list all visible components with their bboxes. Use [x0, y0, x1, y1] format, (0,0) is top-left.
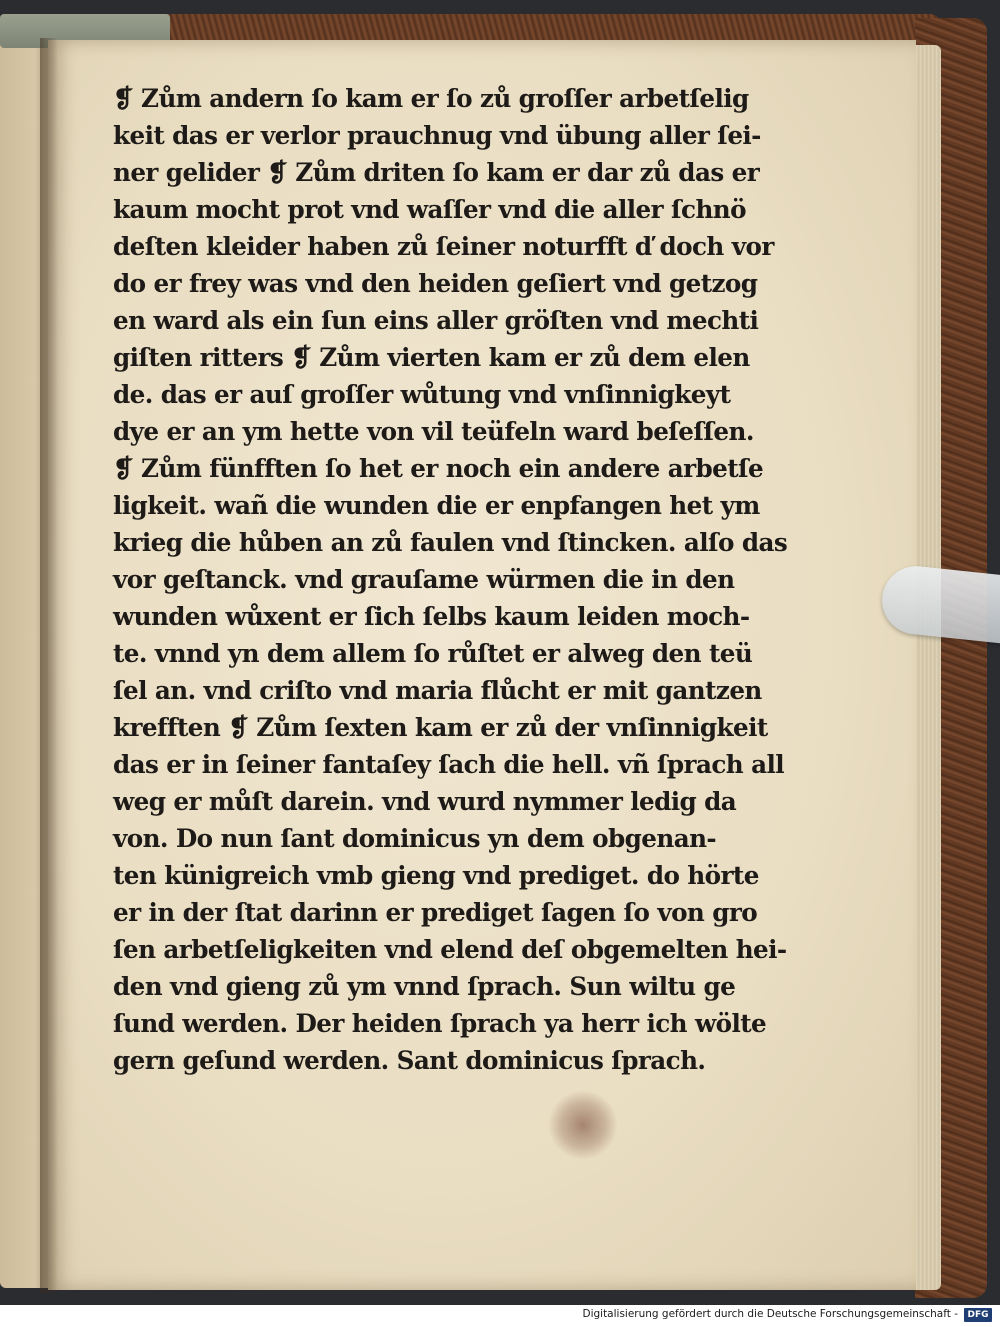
text-line: ner gelider ❡ Zům driten ſo kam er dar zů das er	[113, 158, 760, 187]
text-line: von. Do nun ſant dominicus yn dem obgenan-	[113, 824, 717, 853]
text-line: ten künigreich vmb gieng vnd prediget. do hörte	[113, 861, 759, 890]
text-line: er in der ſtat darinn er prediget ſagen ſo von gro	[113, 898, 758, 927]
text-line: keit das er verlor prauchnug vnd übung aller ſei-	[113, 121, 761, 150]
text-line: de. das er auſ groſſer wůtung vnd vnſinnigkeyt	[113, 380, 731, 409]
text-line: giſten ritters ❡ Zům vierten kam er zů dem elen	[113, 343, 750, 372]
dfg-logo-icon: DFG	[964, 1308, 992, 1322]
text-line: den vnd gieng zů ym vnnd ſprach. Sun wiltu ge	[113, 972, 736, 1001]
text-line: en ward als ein ſun eins aller gröſten vnd mechti	[113, 306, 759, 335]
text-line: ❡ Zům fünfften ſo het er noch ein andere arbetſe	[113, 454, 764, 483]
text-line: ligkeit. wañ die wunden die er enpfangen het ym	[113, 491, 760, 520]
text-line: wunden wůxent er ſich ſelbs kaum leiden moch-	[113, 602, 750, 631]
text-line: do er frey was vnd den heiden geſiert vnd getzog	[113, 269, 758, 298]
text-line: ❡ Zům andern ſo kam er ſo zů groſſer arbetſelig	[113, 84, 749, 113]
text-line: ſel an. vnd criſto vnd maria flůcht er mit gantzen	[113, 676, 762, 705]
text-line: deſten kleider haben zů ſeiner noturfft ď doch vor	[113, 232, 774, 261]
text-line: krieg die hůben an zů faulen vnd ſtincken. alſo das	[113, 528, 788, 557]
book-page	[48, 40, 916, 1290]
spine-shadow	[40, 38, 58, 1293]
text-line: gern geſund werden. Sant dominicus ſprach.	[113, 1046, 706, 1075]
blackletter-text-block	[113, 80, 828, 1079]
text-line: krefften ❡ Zům ſexten kam er zů der vnſinnigkeit	[113, 713, 768, 742]
text-line: kaum mocht prot vnd waſſer vnd die aller ſchnö	[113, 195, 746, 224]
text-line: weg er můſt darein. vnd wurd nymmer ledig da	[113, 787, 737, 816]
text-line: ſen arbetſeligkeiten vnd elend deſ obgemelten hei-	[113, 935, 787, 964]
text-line: te. vnnd yn dem allem ſo růſtet er alweg den teü	[113, 639, 753, 668]
text-line: vor geſtanck. vnd grauſame würmen die in den	[113, 565, 735, 594]
text-line: dye er an ym hette von vil teüfeln ward beſeſſen.	[113, 417, 754, 446]
text-line: das er in ſeiner fantaſey ſach die hell. vñ ſprach all	[113, 750, 785, 779]
page-stain	[535, 1077, 631, 1173]
digitization-credit: Digitalisierung gefördert durch die Deutsche Forschungsgemeinschaft -	[582, 1308, 958, 1320]
text-line: ſund werden. Der heiden ſprach ya herr ich wölte	[113, 1009, 767, 1038]
